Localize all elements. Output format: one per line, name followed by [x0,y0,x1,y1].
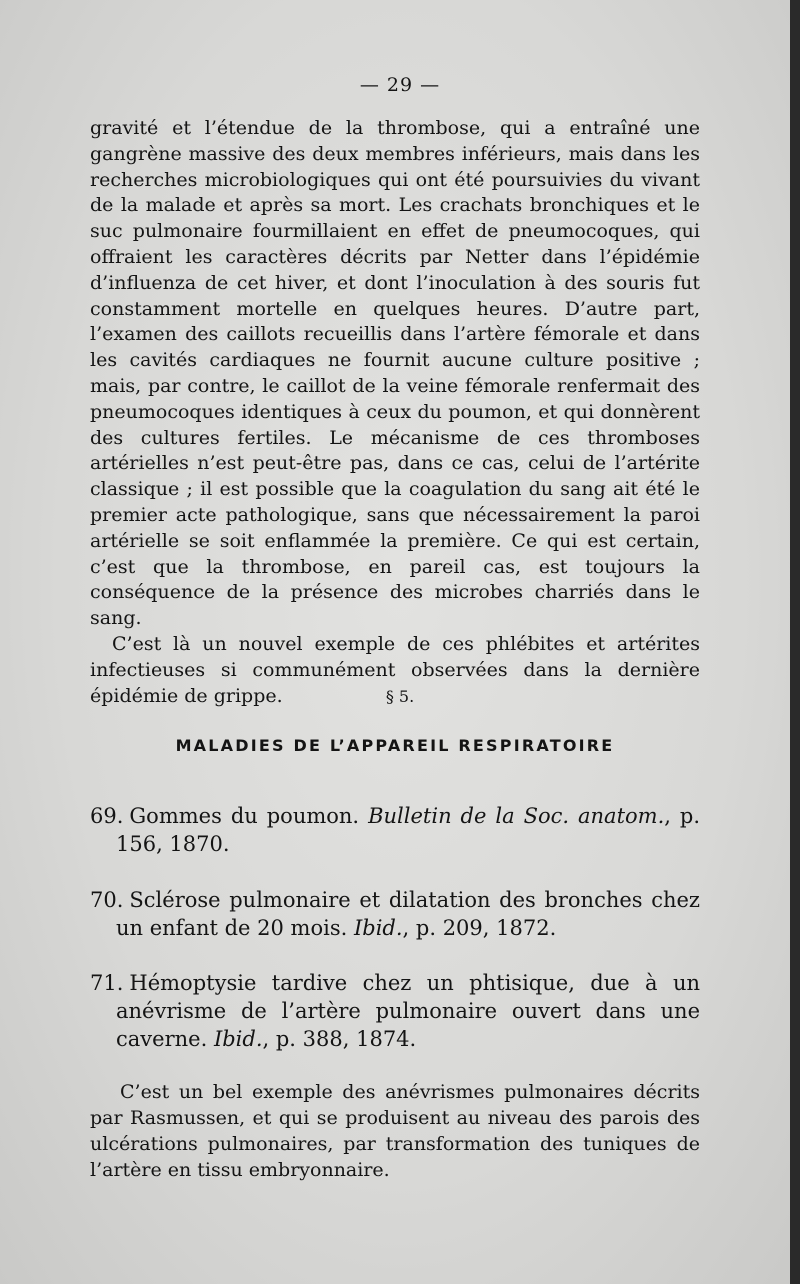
entry-number: 71. [90,971,124,995]
entry-source: Ibid. [213,1027,263,1051]
paragraph: C’est là un nouvel exemple de ces phlébites et artérites infectieuses si communément observées dans la dernière épidémie de grippe. [90,632,700,707]
entry-number: 69. [90,804,124,828]
section-mark: § 5. [385,687,415,706]
entry-details: , p. 388, 1874. [262,1027,417,1051]
entry-source: Ibid. [353,916,403,940]
bibliography-entry [90,969,700,1053]
entry-details: , p. 156, 1870. [116,804,701,856]
entry-note: C’est un bel exemple des anévrismes pulmonaires décrits par Rasmussen, et qui se produisent au niveau des parois des ulcérations pulmonaires, par transformation des tuniques de l’artère en tissu embryonnaire. [90,1081,700,1181]
paragraph: gravité et l’étendue de la thrombose, qui a entraîné une gangrène massive des deux membres inférieurs, mais dans les recherches microbiologiques qui ont été poursuivies du vivant de la malade et après sa mort. Les crachats bronchiques et le suc pulmonaire fourmillaient en effet de pneumocoques, qui offraient les caractères décrits par Netter dans l’épidémie d’influenza de cet hiver, et dont l’inoculation à des souris fut constamment mortelle en quelques heures. D’autre part, l’examen des caillots recueillis dans l’artère fémorale et dans les cavités cardiaques ne fournit aucune culture positive ; mais, par contre, le caillot de la veine fémorale renfermait des pneumocoques identiques à ceux du poumon, et qui donnèrent des cultures fertiles. Le mécanisme de ces thromboses artérielles n’est peut-être pas, dans ce cas, celui de l’artérite classique ; il est possible que la coagulation du sang ait été le premier acte pathologique, sans que nécessairement la paroi artérielle se soit enflammée la première. Ce qui est certain, c’est que la thrombose, en pareil cas, est toujours la conséquence de la présence des microbes charriés dans le sang. [90,117,700,630]
entry-title: Hémoptysie tardive chez un phtisique, due à un anévrisme de l’artère pulmonaire ouvert dans une caverne. [116,971,700,1051]
entry-source: Bulletin de la Soc. anatom. [368,804,665,828]
body-text [90,116,700,709]
page-number: — 29 — [359,74,441,96]
bibliography-entry [90,886,700,942]
section-heading: MALADIES DE L’APPAREIL RESPIRATOIRE [175,736,615,755]
entry-number: 70. [90,888,124,912]
entry-details: , p. 209, 1872. [402,916,557,940]
entry-title: Gommes du poumon. [129,804,360,828]
entry-title: Sclérose pulmonaire et dilatation des bronches chez un enfant de 20 mois. [116,888,700,940]
bibliography-entry [90,802,700,858]
